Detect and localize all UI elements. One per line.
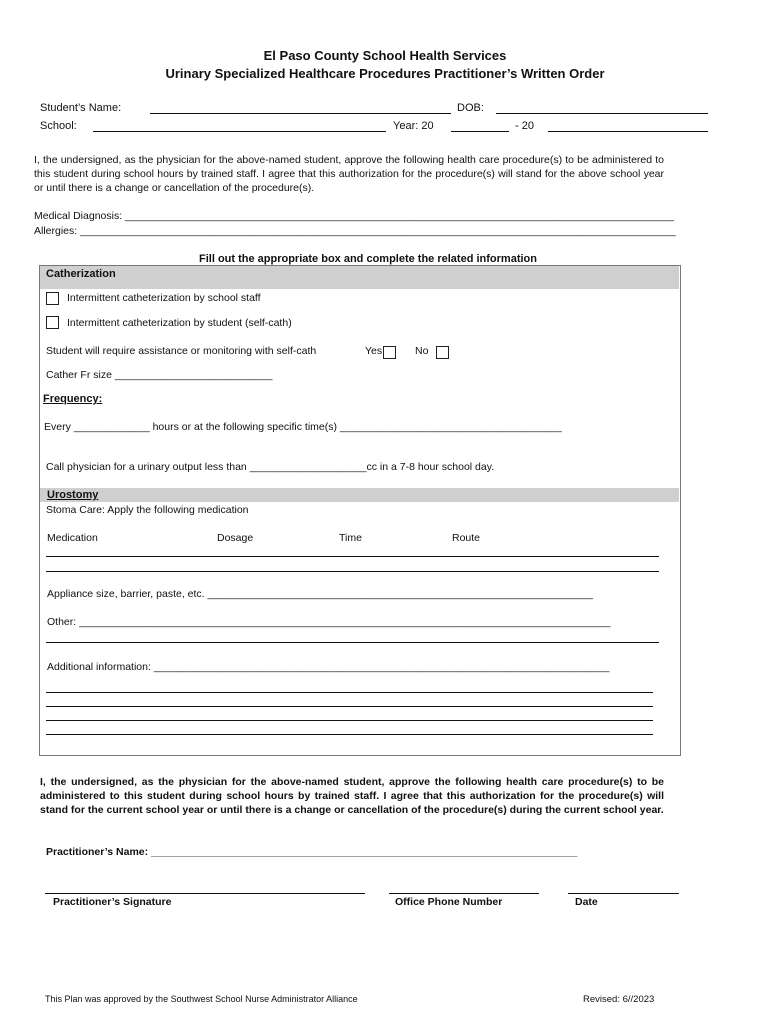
school-label: School:	[40, 120, 77, 132]
intro-paragraph: I, the undersigned, as the physician for the above-named student, approve the following health care procedure(s) to be administered to this student during school hours by trained staff. I agree that this authorization for the procedure(s) will stand for the above school year or until there is a change or cancellation of the procedure(s).	[34, 154, 664, 194]
other-field[interactable]: Other: ___________________________________________________________________________________________	[47, 616, 611, 628]
student-name-field[interactable]	[150, 113, 451, 114]
time-column: Time	[339, 532, 362, 544]
dob-field[interactable]	[496, 113, 708, 114]
form-title: El Paso County School Health Services	[263, 48, 507, 63]
allergies-field[interactable]: Allergies: ______________________________________________________________________________________________________	[34, 225, 676, 237]
phone-line[interactable]	[389, 893, 539, 894]
additional-line-4[interactable]	[46, 734, 653, 735]
school-field[interactable]	[93, 131, 386, 132]
assist-yes-checkbox[interactable]	[383, 346, 396, 359]
medication-line-2[interactable]	[46, 571, 659, 572]
authorization-paragraph: I, the undersigned, as the physician for the above-named student, approve the following health care procedure(s) to be administered to this student during school hours by trained staff. I agree that this authorization for the procedure(s) will stand for the current school year or until there is a change or cancellation of the procedure(s) during the current school year.	[40, 776, 664, 816]
other-line-2[interactable]	[46, 642, 659, 643]
signature-label: Practitioner’s Signature	[53, 896, 172, 908]
additional-info-field[interactable]: Additional information: ______________________________________________________________________________	[47, 661, 610, 673]
year-label: Year: 20	[393, 120, 434, 132]
catheterization-header-band	[40, 266, 679, 289]
practitioner-name-field[interactable]: Practitioner’s Name: _________________________________________________________________________	[46, 846, 578, 858]
no-label: No	[415, 345, 429, 357]
additional-line-1[interactable]	[46, 692, 653, 693]
frequency-heading: Frequency:	[43, 393, 103, 405]
urostomy-heading: Urostomy	[47, 489, 99, 501]
signature-line[interactable]	[45, 893, 365, 894]
urostomy-header-band	[40, 488, 679, 502]
staff-cath-checkbox[interactable]	[46, 292, 59, 305]
stoma-care-label: Stoma Care: Apply the following medication	[46, 504, 249, 516]
appliance-field[interactable]: Appliance size, barrier, paste, etc. __________________________________________________________________	[47, 588, 593, 600]
yes-label: Yes	[365, 345, 383, 357]
medication-line-1[interactable]	[46, 556, 659, 557]
additional-line-2[interactable]	[46, 706, 653, 707]
revised-footer: Revised: 6//2023	[583, 994, 655, 1005]
assist-label: Student will require assistance or monitoring with self-cath	[46, 345, 317, 357]
dosage-column: Dosage	[217, 532, 254, 544]
student-name-label: Student’s Name:	[40, 102, 122, 114]
medication-column: Medication	[47, 532, 98, 544]
call-physician-field[interactable]: Call physician for a urinary output less than ____________________cc in a 7-8 hour school day.	[46, 461, 495, 473]
phone-label: Office Phone Number	[395, 896, 503, 908]
date-label: Date	[575, 896, 598, 908]
date-line[interactable]	[568, 893, 679, 894]
approval-footer: This Plan was approved by the Southwest School Nurse Administrator Alliance	[45, 994, 358, 1004]
year-start-field[interactable]	[451, 131, 509, 132]
self-cath-label: Intermittent catheterization by student (self-cath)	[67, 317, 292, 329]
staff-cath-label: Intermittent catheterization by school staff	[67, 292, 261, 304]
route-column: Route	[452, 532, 481, 544]
catheterization-heading: Catherization	[46, 268, 116, 280]
dob-label: DOB:	[457, 102, 484, 114]
medical-diagnosis-field[interactable]: Medical Diagnosis: ______________________________________________________________________________________________	[34, 210, 674, 222]
instruction-text: Fill out the appropriate box and complete the related information	[199, 253, 537, 265]
frequency-field[interactable]: Every _____________ hours or at the following specific time(s) ______________________________________	[44, 421, 562, 433]
form-subtitle: Urinary Specialized Healthcare Procedures Practitioner’s Written Order	[165, 66, 605, 81]
assist-no-checkbox[interactable]	[436, 346, 449, 359]
self-cath-checkbox[interactable]	[46, 316, 59, 329]
additional-line-3[interactable]	[46, 720, 653, 721]
year-separator: - 20	[515, 120, 534, 132]
year-end-field[interactable]	[548, 131, 708, 132]
cath-size-field[interactable]: Cather Fr size ___________________________	[46, 369, 273, 381]
